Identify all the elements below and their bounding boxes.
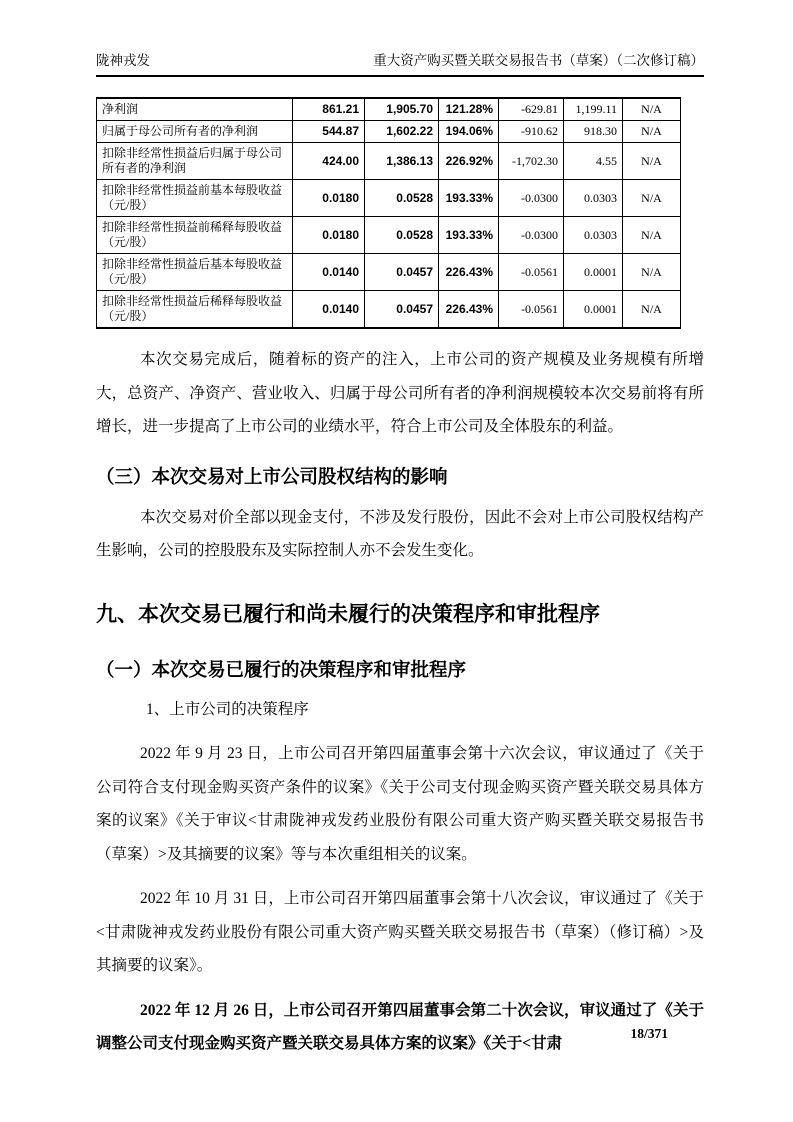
table-cell: 0.0528 <box>365 217 439 254</box>
table-cell: -0.0300 <box>499 217 564 254</box>
table-cell: 1,602.22 <box>365 121 439 143</box>
table-cell: N/A <box>623 143 681 180</box>
table-row <box>97 291 681 329</box>
table-cell: 918.30 <box>564 121 623 143</box>
paragraph-board-meeting-oct31: 2022 年 10 月 31 日，上市公司召开第四届董事会第十八次会议，审议通过了《关于<甘肃陇神戎发药业股份有限公司重大资产购买暨关联交易报告书（草案）（修订稿）>及其摘要的议案》。 <box>96 890 704 974</box>
page-number: 18/371 <box>630 1026 668 1041</box>
table-cell: -910.62 <box>499 121 564 143</box>
row-label: 扣除非经常性损益后稀释每股收益（元/股） <box>97 291 293 329</box>
table-cell: 544.87 <box>293 121 365 143</box>
table-cell: 424.00 <box>293 143 365 180</box>
table-cell: 0.0180 <box>293 180 365 217</box>
table-cell: 194.06% <box>439 121 499 143</box>
table-cell: N/A <box>623 98 681 121</box>
paragraph-equity-structure: 本次交易对价全部以现金支付，不涉及发行股份，因此不会对上市公司股权结构产生影响，公司的控股股东及实际控制人亦不会发生变化。 <box>96 508 704 559</box>
table-row <box>97 180 681 217</box>
table-row <box>97 121 681 143</box>
table-cell: 0.0528 <box>365 180 439 217</box>
table-cell: 0.0457 <box>365 291 439 329</box>
table-cell: 1,199.11 <box>564 98 623 121</box>
paragraph-board-meeting-dec26: 2022 年 12 月 26 日，上市公司召开第四届董事会第二十次会议，审议通过了《关于调整公司支付现金购买资产暨关联交易具体方案的议案》《关于<甘肃 <box>96 1001 704 1052</box>
table-row <box>97 254 681 291</box>
heading-chapter9-procedures: 九、本次交易已履行和尚未履行的决策程序和审批程序 <box>96 602 600 626</box>
subheading-listed-company-procedure: 1、上市公司的决策程序 <box>146 700 309 718</box>
table-row <box>97 98 681 121</box>
table-row <box>97 143 681 180</box>
table-cell: 226.92% <box>439 143 499 180</box>
table-cell: -0.0300 <box>499 180 564 217</box>
row-label: 扣除非经常性损益后归属于母公司所有者的净利润 <box>97 143 293 180</box>
table-cell: -0.0561 <box>499 254 564 291</box>
table-cell: N/A <box>623 291 681 329</box>
heading-section3-equity-structure: （三）本次交易对上市公司股权结构的影响 <box>96 465 448 487</box>
header-document-title: 重大资产购买暨关联交易报告书（草案）（二次修订稿） <box>373 53 704 68</box>
row-label: 净利润 <box>97 98 293 121</box>
paragraph-transaction-impact: 本次交易完成后，随着标的资产的注入，上市公司的资产规模及业务规模有所增大，总资产、净资产、营业收入、归属于母公司所有者的净利润规模较本次交易前将有所增长，进一步提高了上市公司的业绩水平，符合上市公司及全体股东的利益。 <box>96 351 704 435</box>
row-label: 归属于母公司所有者的净利润 <box>97 121 293 143</box>
header-company-name: 陇神戎发 <box>96 53 150 68</box>
table-cell: 193.33% <box>439 217 499 254</box>
table-cell: N/A <box>623 180 681 217</box>
table-cell: -1,702.30 <box>499 143 564 180</box>
table-row <box>97 217 681 254</box>
table-cell: 4.55 <box>564 143 623 180</box>
heading-section1-completed-procedures: （一）本次交易已履行的决策程序和审批程序 <box>96 658 467 680</box>
table-cell: 226.43% <box>439 254 499 291</box>
table-cell: 193.33% <box>439 180 499 217</box>
table-cell: 0.0457 <box>365 254 439 291</box>
table-cell: N/A <box>623 217 681 254</box>
paragraph-board-meeting-sep23: 2022 年 9 月 23 日，上市公司召开第四届董事会第十六次会议，审议通过了《关于公司符合支付现金购买资产条件的议案》《关于公司支付现金购买资产暨关联交易具体方案的议案》《关于审议<甘肃陇神戎发药业股份有限公司重大资产购买暨关联交易报告书（草案）>及其摘要的议案》等与本次重组相关的议案。 <box>96 745 704 863</box>
row-label: 扣除非经常性损益前基本每股收益（元/股） <box>97 180 293 217</box>
table-cell: 0.0303 <box>564 217 623 254</box>
table-cell: 1,386.13 <box>365 143 439 180</box>
table-cell: 1,905.70 <box>365 98 439 121</box>
table-cell: 0.0180 <box>293 217 365 254</box>
table-cell: 0.0001 <box>564 291 623 329</box>
table-cell: 861.21 <box>293 98 365 121</box>
financial-summary-table <box>96 97 681 329</box>
table-cell: 0.0140 <box>293 291 365 329</box>
table-cell: -0.0561 <box>499 291 564 329</box>
table-cell: 0.0001 <box>564 254 623 291</box>
table-cell: N/A <box>623 254 681 291</box>
table-cell: 0.0140 <box>293 254 365 291</box>
table-cell: -629.81 <box>499 98 564 121</box>
page-header <box>96 52 704 77</box>
table-cell: 121.28% <box>439 98 499 121</box>
table-cell: 0.0303 <box>564 180 623 217</box>
table-cell: 226.43% <box>439 291 499 329</box>
page-content <box>96 52 704 1061</box>
row-label: 扣除非经常性损益后基本每股收益（元/股） <box>97 254 293 291</box>
table-cell: N/A <box>623 121 681 143</box>
row-label: 扣除非经常性损益前稀释每股收益（元/股） <box>97 217 293 254</box>
